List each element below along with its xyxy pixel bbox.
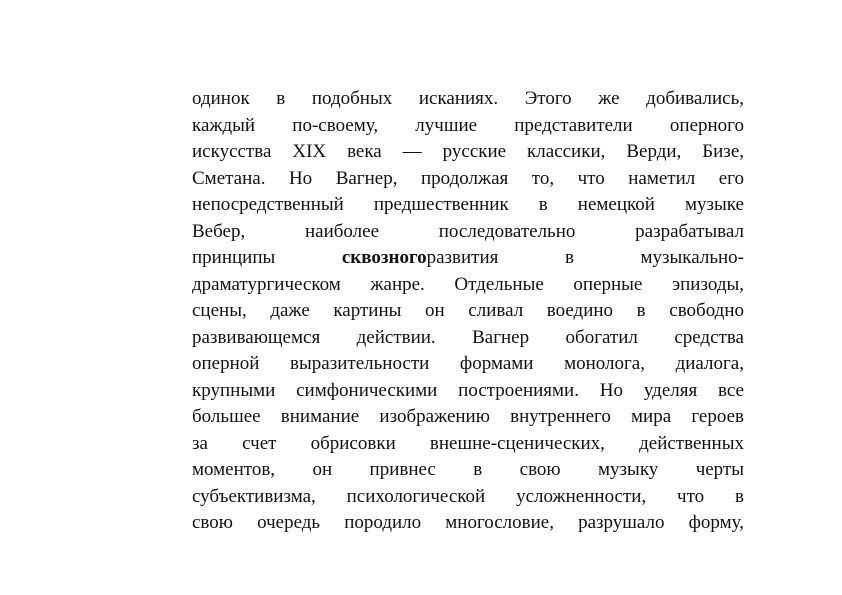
text-line: непосредственный предшественник в немецкой музыке xyxy=(192,194,744,215)
bold-term: сквозного xyxy=(341,247,427,268)
text-line: крупными симфоническими построениями. Но уделяя все xyxy=(192,379,744,401)
text-line-with-emphasis xyxy=(192,245,744,272)
text-line: большее внимание изображению внутреннего мира героев xyxy=(192,406,744,427)
text-line: свою очередь породило многословие, разрушало форму, xyxy=(192,512,744,533)
text-line: искусства XIX века — русские классики, Верди, Бизе, xyxy=(192,141,744,162)
text-line: развивающемся действии. Вагнер обогатил средства xyxy=(192,326,744,348)
text-line: одинок в подобных исканиях. Этого же добивались, xyxy=(192,88,744,109)
body-text xyxy=(192,86,744,537)
text-line: субъективизма, психологической усложненности, что в xyxy=(192,485,744,507)
text-line: Вебер, наиболее последовательно разрабатывал xyxy=(192,220,744,242)
text-line: за счет обрисовки внешне-сценических, действенных xyxy=(192,432,744,454)
text-line: моментов, он привнес в свою музыку черты xyxy=(192,459,744,480)
text-segment: развития в музыкально- xyxy=(426,247,744,268)
text-line: драматургическом жанре. Отдельные оперные эпизоды, xyxy=(192,273,744,295)
text-line: Сметана. Но Вагнер, продолжая то, что наметил его xyxy=(192,167,744,189)
text-line: каждый по-своему, лучшие представители оперного xyxy=(192,114,744,136)
text-segment: принципы xyxy=(192,247,342,268)
text-line: сцены, даже картины он сливал воедино в свободно xyxy=(192,300,744,321)
text-line: оперной выразительности формами монолога, диалога, xyxy=(192,353,744,374)
